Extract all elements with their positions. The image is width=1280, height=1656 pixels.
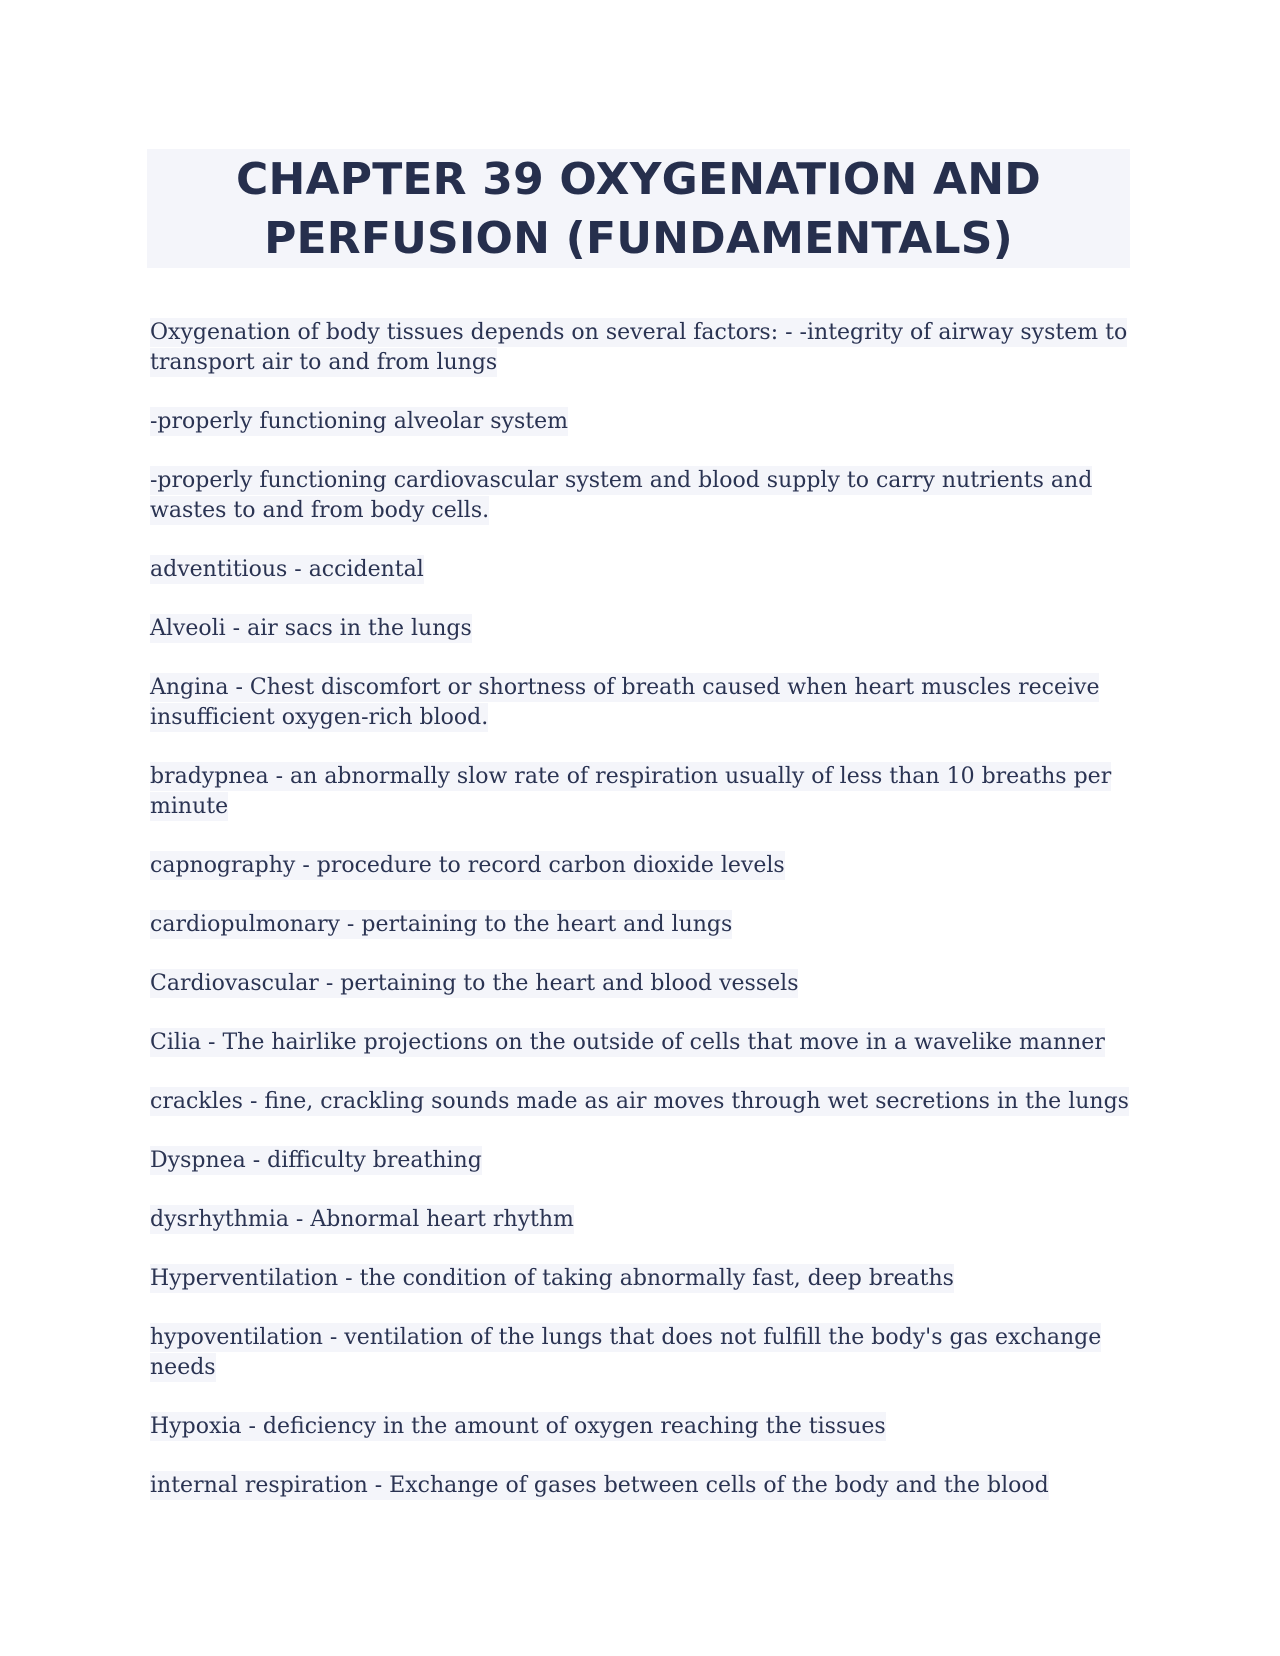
glossary-entry: [150, 1412, 1130, 1442]
entry-text: Cilia - The hairlike projections on the outside of cells that move in a wavelike manner: [150, 1030, 1105, 1055]
title-block: [147, 149, 1130, 268]
entry-text: Hyperventilation - the condition of taking abnormally fast, deep breaths: [150, 1266, 954, 1291]
glossary-entry: [150, 614, 1130, 644]
entry-text: -properly functioning alveolar system: [150, 409, 568, 434]
glossary-entry: [150, 407, 1130, 437]
entry-text: crackles - fine, crackling sounds made as air moves through wet secretions in the lungs: [150, 1089, 1129, 1114]
entry-text: hypoventilation - ventilation of the lungs that does not fulfill the body's gas exchange needs: [150, 1325, 1102, 1380]
glossary-entry: [150, 762, 1130, 822]
entry-text: -properly functioning cardiovascular system and blood supply to carry nutrients and wastes to and from body cells.: [150, 468, 1093, 523]
entry-text: adventitious - accidental: [150, 557, 424, 582]
entry-text: cardiopulmonary - pertaining to the heart and lungs: [150, 912, 733, 937]
glossary-entry: [150, 1087, 1130, 1117]
entry-text: internal respiration - Exchange of gases between cells of the body and the blood: [150, 1473, 1049, 1498]
entry-text: Alveoli - air sacs in the lungs: [150, 616, 472, 641]
entry-text: Hypoxia - deficiency in the amount of oxygen reaching the tissues: [150, 1414, 886, 1439]
glossary-entry: [150, 673, 1130, 733]
glossary-entry: [150, 1323, 1130, 1383]
glossary-entry: [150, 1146, 1130, 1176]
glossary-list: [150, 318, 1130, 1530]
entry-text: Angina - Chest discomfort or shortness of breath caused when heart muscles receive insufficient oxygen-rich blood.: [150, 675, 1100, 730]
entry-text: bradypnea - an abnormally slow rate of respiration usually of less than 10 breaths per minute: [150, 764, 1112, 819]
glossary-entry: [150, 910, 1130, 940]
glossary-entry: [150, 318, 1130, 378]
entry-text: Cardiovascular - pertaining to the heart and blood vessels: [150, 971, 799, 996]
glossary-entry: [150, 1264, 1130, 1294]
page-title: CHAPTER 39 OXYGENATION AND PERFUSION (FUNDAMENTALS): [235, 153, 1042, 264]
glossary-entry: [150, 1471, 1130, 1501]
glossary-entry: [150, 1205, 1130, 1235]
entry-text: Oxygenation of body tissues depends on several factors: - -integrity of airway system to transport air to and from lungs: [150, 320, 1128, 375]
glossary-entry: [150, 969, 1130, 999]
entry-text: capnography - procedure to record carbon dioxide levels: [150, 853, 785, 878]
entry-text: Dyspnea - difficulty breathing: [150, 1148, 482, 1173]
glossary-entry: [150, 851, 1130, 881]
entry-text: dysrhythmia - Abnormal heart rhythm: [150, 1207, 574, 1232]
glossary-entry: [150, 555, 1130, 585]
glossary-entry: [150, 1028, 1130, 1058]
glossary-entry: [150, 466, 1130, 526]
